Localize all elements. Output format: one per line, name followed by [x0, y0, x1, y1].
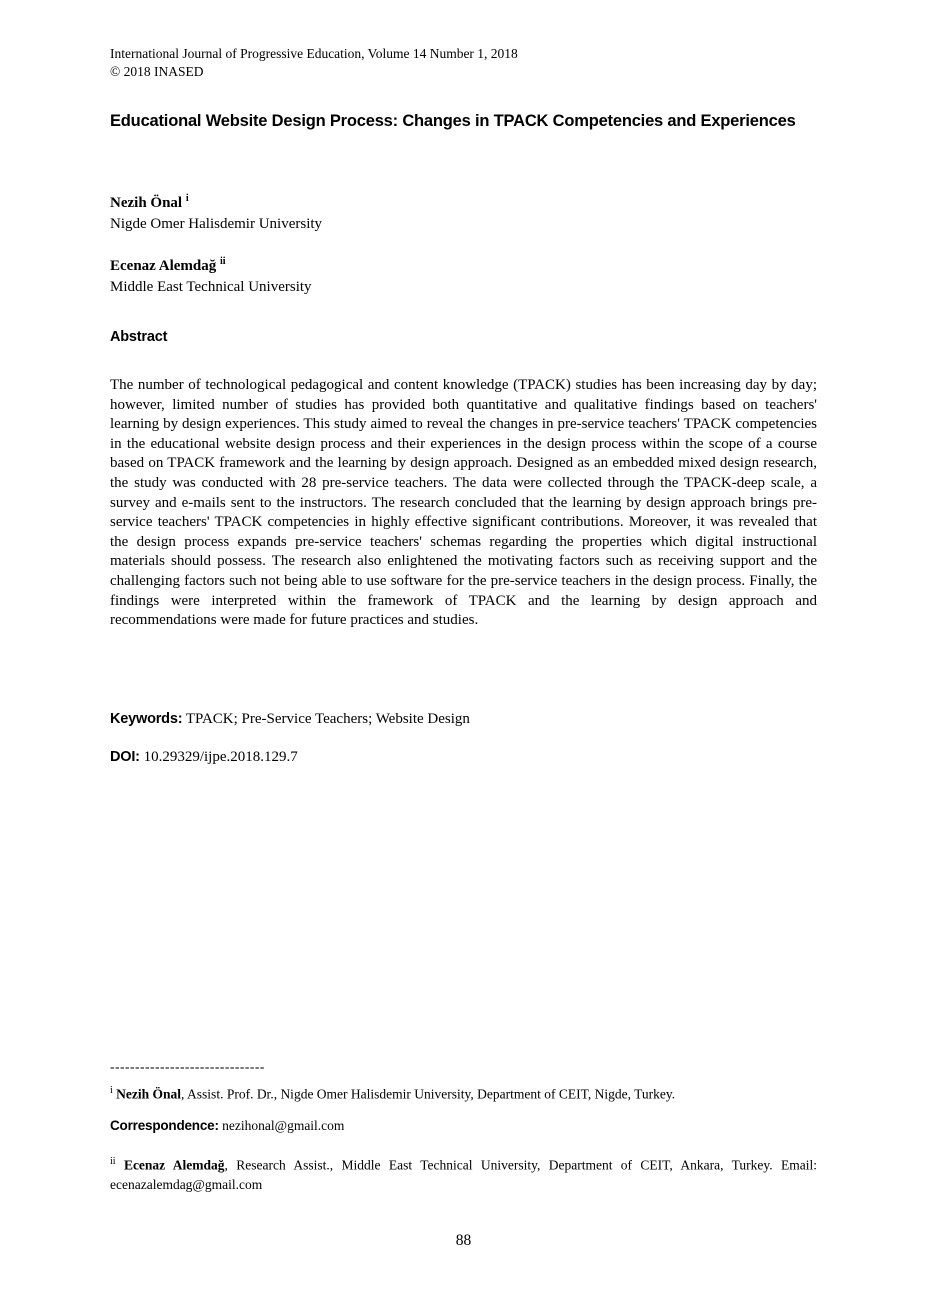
article-title: Educational Website Design Process: Changes in TPACK Competencies and Experiences [110, 112, 796, 130]
doi-label: DOI: [110, 749, 140, 765]
footnote-separator: ------------------------------- [110, 1059, 265, 1074]
correspondence-email: nezihonal@gmail.com [222, 1118, 345, 1133]
footnote-text: , Assist. Prof. Dr., Nigde Omer Halisdemir University, Department of CEIT, Nigde, Turkey. [181, 1086, 676, 1102]
doi-text: 10.29329/ijpe.2018.129.7 [143, 749, 298, 765]
correspondence-line [110, 1118, 817, 1134]
footnote-author-name: Ecenaz Alemdağ [123, 1157, 225, 1173]
correspondence-label: Correspondence: [110, 1118, 219, 1133]
author-name [110, 252, 817, 277]
author-affiliation: Middle East Technical University [110, 278, 312, 295]
copyright-line: © 2018 INASED [110, 64, 204, 79]
footnote-author-1 [110, 1081, 817, 1104]
footnote-author-2 [110, 1152, 817, 1194]
footnote-marker: i [110, 1085, 113, 1096]
author-footnote-marker: ii [220, 256, 226, 267]
author-name-text: Ecenaz Alemdağ [110, 258, 217, 274]
author-block [110, 189, 817, 234]
author-block [110, 252, 817, 297]
author-name-text: Nezih Önal [110, 195, 183, 211]
footnote-text: , Research Assist., Middle East Technical University, Department of CEIT, Ankara, Turkey. Email: ecenazalemdag@gmail.com [110, 1157, 817, 1192]
keywords-label: Keywords: [110, 711, 183, 727]
keywords-text: TPACK; Pre-Service Teachers; Website Design [185, 711, 470, 727]
author-affiliation: Nigde Omer Halisdemir University [110, 215, 323, 232]
doi-line [110, 749, 817, 766]
journal-line: International Journal of Progressive Education, Volume 14 Number 1, 2018 [110, 46, 518, 61]
author-footnote-marker: i [185, 193, 189, 204]
keywords-line [110, 711, 817, 728]
footnote-marker: ii [110, 1156, 116, 1167]
page-number: 88 [455, 1232, 472, 1249]
author-name [110, 189, 817, 214]
abstract-heading: Abstract [110, 329, 168, 345]
abstract-text: The number of technological pedagogical and content knowledge (TPACK) studies has been increasing day by day; however, limited number of studies has provided both quantitative and qualitative findings based on teachers' learning by design experiences. This study aimed to reveal the changes in pre-service teachers' TPACK competencies in the educational website design process and their experiences in the design process within the scope of a course based on TPACK framework and the learning by design approach. Designed as an embedded mixed design research, the study was conducted with 28 pre-service teachers. The data were collected through the TPACK-deep scale, a survey and e-mails sent to the instructors. The research concluded that the learning by design approach brings pre-service teachers' TPACK competencies in highly effective significant contributions. Moreover, it was revealed that the design process expands pre-service teachers' schemas regarding the properties which digital instructional materials should possess. The research also enlightened the motivating factors such as receiving support and the challenging factors such not being able to use software for the pre-service teachers in the design process. Finally, the findings were interpreted within the framework of TPACK and the learning by design approach and recommendations were made for future practices and studies. [110, 377, 817, 629]
journal-header [110, 45, 817, 81]
footnote-author-name: Nezih Önal [116, 1086, 182, 1102]
